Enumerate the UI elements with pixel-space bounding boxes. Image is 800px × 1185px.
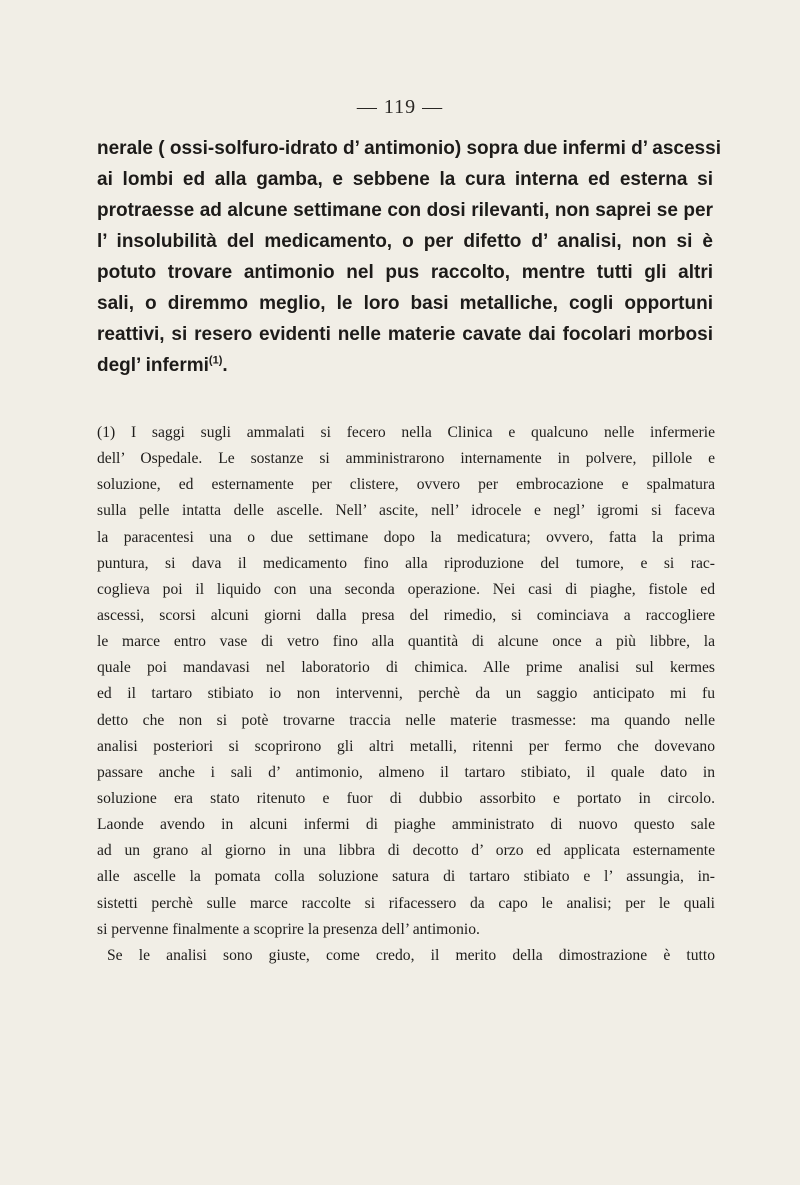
footnote-line: quale poi mandavasi nel laboratorio di chimica. Alle prime analisi sul kermes — [97, 659, 715, 677]
footnote-line: (1) I saggi sugli ammalati si fecero nella Clinica e qualcuno nelle infermerie — [97, 424, 715, 441]
footnote — [97, 420, 715, 969]
main-text-line: degl’ infermi — [97, 355, 209, 376]
footnote-line: sistetti perchè sulle marce raccolte si rifacessero da capo le analisi; per le quali — [97, 894, 715, 912]
footnote-line: soluzione era stato ritenuto e fuor di dubbio assorbito e portato in circolo. — [97, 789, 715, 807]
footnote-line: ad un grano al giorno in una libbra di decotto d’ orzo ed applicata esternamente — [97, 842, 715, 860]
footnote-line: puntura, si dava il medicamento fino alla riproduzione del tumore, e si rac- — [97, 554, 715, 572]
footnote-line: ascessi, scorsi alcuni giorni dalla presa del rimedio, si cominciava a raccogliere — [97, 606, 715, 624]
footnote-line: si pervenne finalmente a scoprire la presenza dell’ antimonio. — [97, 920, 480, 938]
footnote-line: alle ascelle la pomata colla soluzione satura di tartaro stibiato e l’ assungia, in- — [97, 868, 715, 886]
footnote-line: la paracentesi una o due settimane dopo la medicatura; ovvero, fatta la prima — [97, 528, 715, 546]
main-text-last-line: degl’ infermi$^{(1)}$. — [97, 354, 228, 376]
main-text-line: reattivi, si resero evidenti nelle materie cavate dai focolari morbosi — [97, 324, 713, 345]
main-text-line: l’ insolubilità del medicamento, o per difetto d’ analisi, non si è — [97, 231, 713, 252]
main-text-line: sali, o diremmo meglio, le loro basi metalliche, cogli opportuni — [97, 293, 713, 314]
main-text — [97, 133, 721, 381]
footnote-line: ed il tartaro stibiato io non intervenni, perchè da un saggio anticipato mi fu — [97, 685, 715, 703]
footnote-line: detto che non si potè trovarne traccia nelle materie trasmesse: ma quando nelle — [97, 711, 715, 729]
main-text-line: protraesse ad alcune settimane con dosi rilevanti, non saprei se per — [97, 200, 713, 221]
main-text-line: nerale ( ossi-solfuro-idrato d’ antimonio) sopra due infermi d’ ascessi — [97, 138, 721, 159]
footnote-line: analisi posteriori si scoprirono gli altri metalli, ritenni per fermo che dovevano — [97, 737, 715, 755]
footnote-line: dell’ Ospedale. Le sostanze si amministrarono internamente in polvere, pillole e — [97, 450, 715, 468]
footnote-line: passare anche i sali d’ antimonio, almeno il tartaro stibiato, il quale dato in — [97, 763, 715, 781]
footnote-reference[interactable]: (1) — [208, 354, 223, 367]
footnote-line: soluzione, ed esternamente per clistere, ovvero per embrocazione e spalmatura — [97, 476, 715, 494]
footnote-line: Se le analisi sono giuste, come credo, il merito della dimostrazione è tutto — [107, 946, 715, 964]
footnote-line: sulla pelle intatta delle ascelle. Nell’ ascite, nell’ idrocele e negl’ igromi si faceva — [97, 502, 715, 520]
footnote-line: Laonde avendo in alcuni infermi di piaghe amministrato di nuovo questo sale — [97, 816, 715, 834]
page-number: — 119 — — [356, 96, 444, 118]
main-text-line: potuto trovare antimonio nel pus raccolto, mentre tutti gli altri — [97, 262, 713, 283]
footnote-line: coglieva poi il liquido con una seconda operazione. Nei casi di piaghe, fistole ed — [97, 580, 715, 598]
footnote-line: le marce entro vase di vetro fino alla quantità di alcune once a più libbre, la — [97, 633, 715, 651]
main-text-line: ai lombi ed alla gamba, e sebbene la cura interna ed esterna si — [97, 169, 713, 190]
